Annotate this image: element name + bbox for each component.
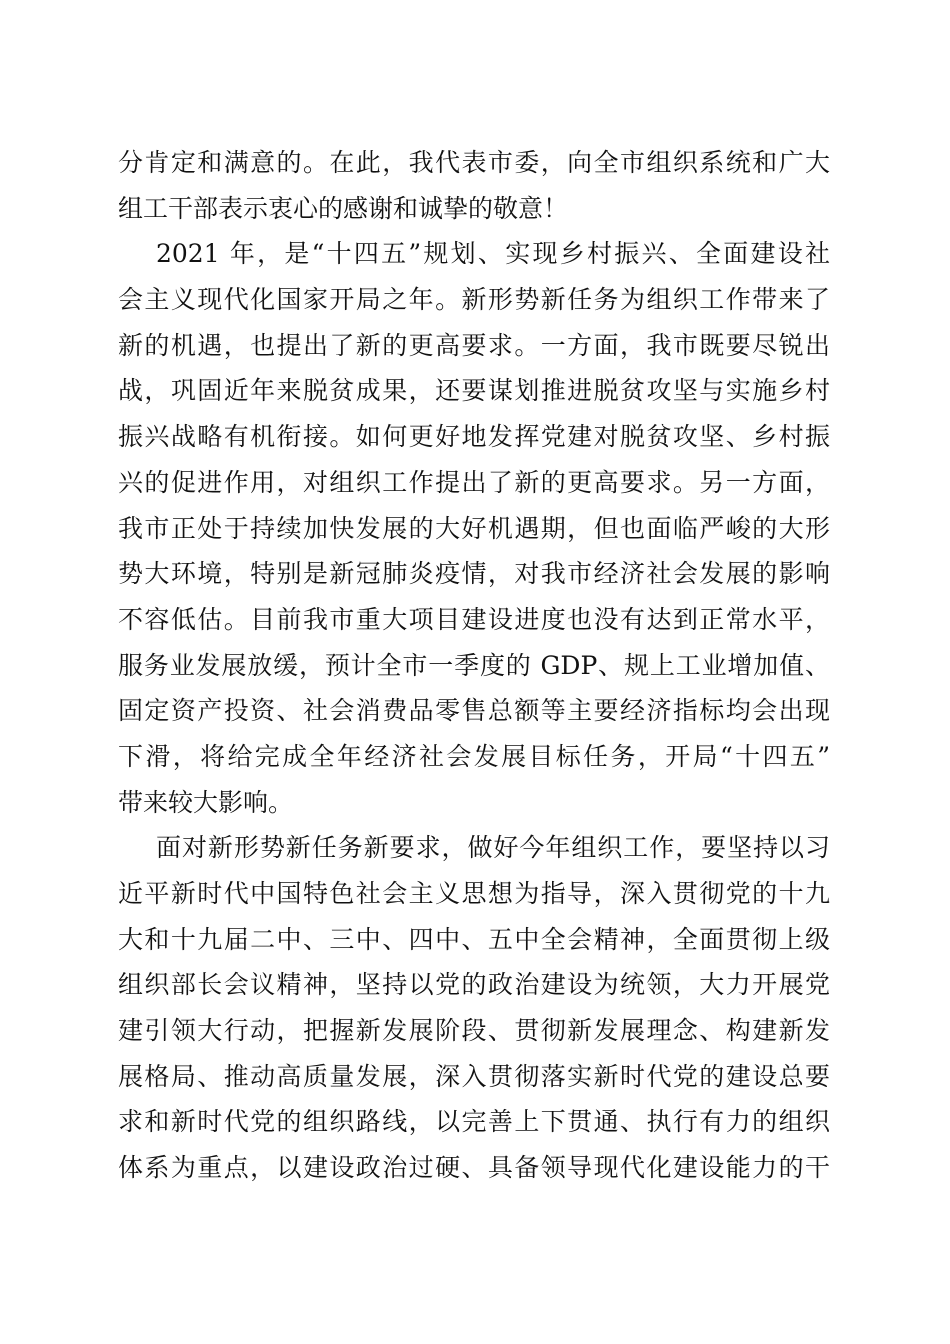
text-line: 新的机遇，也提出了新的更高要求。一方面，我市既要尽锐出 — [118, 330, 830, 360]
text-line: 振兴战略有机衔接。如何更好地发挥党建对脱贫攻坚、乡村振 — [118, 422, 830, 452]
text-line: 面对新形势新任务新要求，做好今年组织工作，要坚持以习 — [156, 833, 830, 863]
text-line: 体系为重点，以建设政治过硬、具备领导现代化建设能力的干 — [118, 1153, 830, 1183]
text-line: 组织部长会议精神，坚持以党的政治建设为统领，大力开展党 — [118, 970, 830, 1000]
text-line: 求和新时代党的组织路线，以完善上下贯通、执行有力的组织 — [118, 1107, 830, 1137]
text-line: 建引领大行动，把握新发展阶段、贯彻新发展理念、构建新发 — [118, 1016, 830, 1046]
text-line: 大和十九届二中、三中、四中、五中全会精神，全面贯彻上级 — [118, 924, 830, 954]
text-line: 分肯定和满意的。在此，我代表市委，向全市组织系统和广大 — [118, 148, 830, 177]
paragraph-1 — [118, 140, 830, 231]
text-line: 组工干部表示衷心的感谢和诚挚的敬意！ — [118, 193, 569, 223]
text-line: 兴的促进作用，对组织工作提出了新的更高要求。另一方面， — [118, 467, 830, 497]
text-line: 不容低估。目前我市重大项目建设进度也没有达到正常水平， — [118, 604, 830, 634]
text-line: 服务业发展放缓，预计全市一季度的 GDP、规上工业增加值、 — [118, 650, 830, 680]
text-line: 我市正处于持续加快发展的大好机遇期，但也面临严峻的大形 — [118, 513, 830, 543]
paragraph-3 — [118, 825, 830, 1191]
text-line: 展格局、推动高质量发展，深入贯彻落实新时代党的建设总要 — [118, 1061, 830, 1091]
text-line: 近平新时代中国特色社会主义思想为指导，深入贯彻党的十九 — [118, 879, 830, 908]
text-line: 2021 年，是“十四五”规划、实现乡村振兴、全面建设社 — [156, 239, 830, 269]
text-line: 下滑，将给完成全年经济社会发展目标任务，开局“十四五” — [118, 741, 830, 771]
text-line: 会主义现代化国家开局之年。新形势新任务为组织工作带来了 — [118, 285, 830, 315]
text-line: 带来较大影响。 — [118, 787, 294, 817]
paragraph-2 — [118, 231, 830, 825]
text-line: 固定资产投资、社会消费品零售总额等主要经济指标均会出现 — [118, 696, 830, 726]
text-line: 势大环境，特别是新冠肺炎疫情，对我市经济社会发展的影响 — [118, 559, 830, 589]
text-line: 战，巩固近年来脱贫成果，还要谋划推进脱贫攻坚与实施乡村 — [118, 376, 830, 406]
document-body — [118, 140, 830, 1191]
